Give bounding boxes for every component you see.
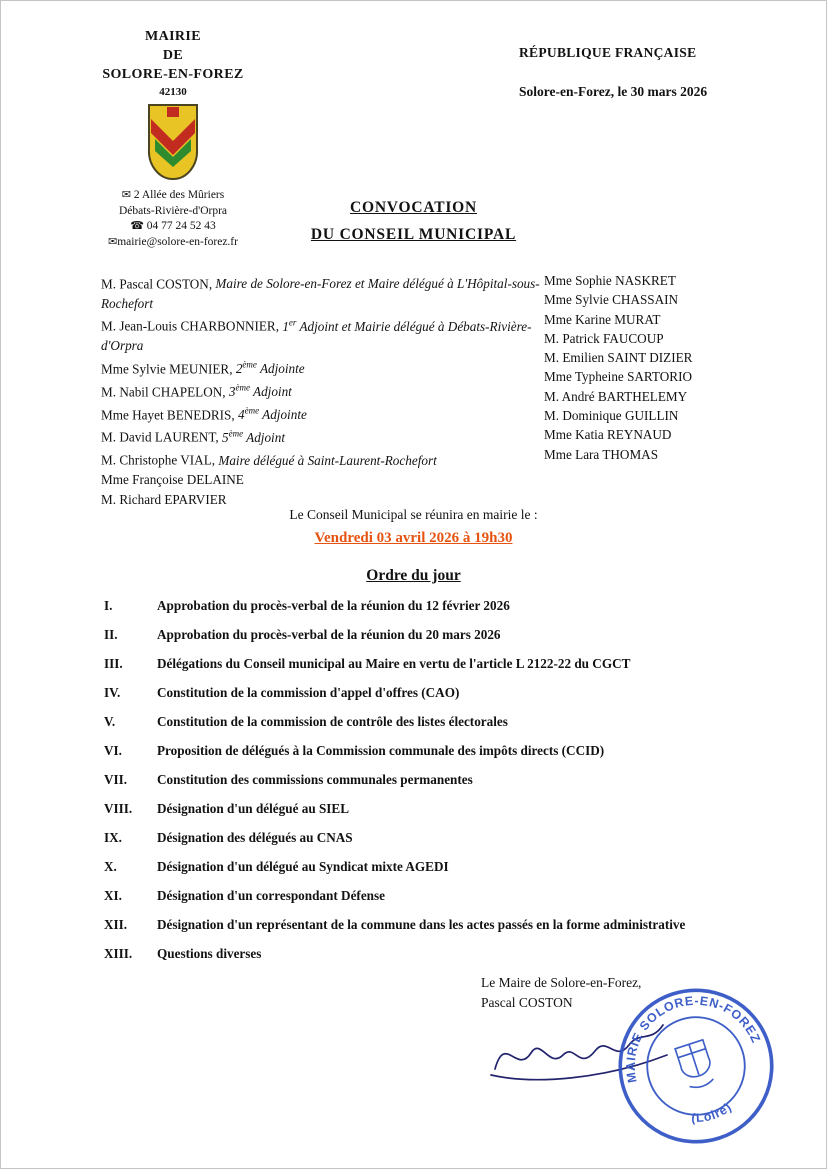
recipient: Mme Lara THOMAS <box>544 446 659 462</box>
agenda-item-number: XII. <box>104 917 128 932</box>
recipient <box>101 379 544 402</box>
agenda-item-number: IX. <box>104 830 122 845</box>
recipient-role <box>222 430 285 445</box>
agenda-item <box>104 800 756 817</box>
agenda-item <box>104 829 756 846</box>
recipient <box>101 271 544 313</box>
agenda-item <box>104 771 756 788</box>
role-text: Adjointe <box>259 406 307 422</box>
agenda-heading: Ordre du jour <box>366 567 461 584</box>
agenda-item-number: I. <box>104 598 113 613</box>
agenda-item-text: Questions diverses <box>157 946 262 961</box>
agenda-item-text: Désignation d'un représentant de la commune dans les actes passés en la forme administrative <box>157 917 686 932</box>
republique-francaise: RÉPUBLIQUE FRANÇAISE <box>519 45 697 60</box>
role-text: Adjoint et Mairie délégué à Débats-Rivière-d'Orpra <box>101 318 532 354</box>
closing-line1: Le Maire de Solore-en-Forez, <box>481 975 642 990</box>
recipient: Mme Typheine SARTORIO <box>544 369 692 385</box>
ordinal-suffix: ème <box>228 428 244 439</box>
agenda-item-text: Constitution de la commission d'appel d'offres (CAO) <box>157 685 460 700</box>
address-text: 2 Allée des Mûriers <box>133 189 225 201</box>
meeting-intro: Le Conseil Municipal se réunira en mairie le : <box>289 507 538 522</box>
closing-line2: Pascal COSTON <box>481 995 573 1010</box>
ordinal: 2 <box>235 361 243 377</box>
agenda-item <box>104 655 756 672</box>
email-text: mairie@solore-en-forez.fr <box>117 235 238 248</box>
agenda-item-number: VIII. <box>104 801 133 816</box>
agenda-item <box>104 887 756 904</box>
recipient: M. Emilien SAINT DIZIER <box>544 350 693 366</box>
recipient-name: M. Christophe VIAL, <box>101 452 216 468</box>
agenda-item-number: IV. <box>104 685 121 700</box>
envelope-icon: ✉ <box>121 189 131 201</box>
recipient <box>101 424 544 447</box>
recipient <box>101 447 544 470</box>
recipient-name: M. Pascal COSTON, <box>101 276 213 292</box>
recipient-role <box>236 361 305 376</box>
stamp-emblem <box>675 1040 717 1091</box>
recipient-name: M. Jean-Louis CHARBONNIER, <box>101 318 280 334</box>
agenda-item <box>104 626 756 643</box>
title-line2: DU CONSEIL MUNICIPAL <box>310 226 517 243</box>
recipient: Mme Sylvie CHASSAIN <box>544 292 679 308</box>
recipient: Mme Karine MURAT <box>544 311 661 327</box>
recipients-left-column <box>101 271 544 509</box>
ordinal-suffix: ème <box>242 359 257 370</box>
agenda-item <box>104 742 756 759</box>
ordinal: 5 <box>222 429 229 445</box>
agenda-item-number: III. <box>104 656 123 671</box>
agenda-item-number: II. <box>104 627 118 642</box>
agenda-item-number: VII. <box>104 772 128 787</box>
recipient-role <box>229 384 292 399</box>
role-text: Adjointe <box>256 361 305 377</box>
recipient: Mme Katia REYNAUD <box>544 427 672 443</box>
agenda-item-text: Désignation d'un correspondant Défense <box>157 888 385 903</box>
recipient-name: M. Richard EPARVIER <box>101 491 227 507</box>
agenda-item-number: X. <box>104 859 117 874</box>
agenda-item <box>104 945 756 962</box>
agenda-item-number: XIII. <box>104 946 133 961</box>
agenda-item-number: XI. <box>104 888 122 903</box>
mairie-name-line2: DE <box>162 48 184 63</box>
stamp-text-top: MAIRIE SOLORE-EN-FOREZ <box>623 993 764 1084</box>
place-date-line: Solore-en-Forez, le 30 mars 2026 <box>519 84 708 99</box>
mairie-name-line3: SOLORE-EN-FOREZ <box>102 67 244 82</box>
agenda-item <box>104 684 756 701</box>
agenda-item-text: Proposition de délégués à la Commission communale des impôts directs (CCID) <box>157 743 605 758</box>
recipient-name: Mme Hayet BENEDRIS, <box>101 406 235 422</box>
role-text: Adjoint <box>249 384 292 400</box>
phone-text: 04 77 24 52 43 <box>146 220 216 232</box>
agenda-list <box>104 597 756 974</box>
recipient <box>101 313 544 355</box>
coat-of-arms <box>147 103 199 181</box>
ordinal-suffix: er <box>288 317 297 328</box>
ordinal-suffix: ème <box>235 382 250 393</box>
recipient-name: M. David LAURENT, <box>101 429 219 445</box>
agenda-item-text: Approbation du procès-verbal de la réunion du 12 février 2026 <box>157 598 510 613</box>
agenda-item-text: Délégations du Conseil municipal au Maire en vertu de l'article L 2122-22 du CGCT <box>157 656 631 671</box>
agenda-item <box>104 713 756 730</box>
agenda-item-text: Approbation du procès-verbal de la réunion du 20 mars 2026 <box>157 627 501 642</box>
ordinal-suffix: ème <box>244 405 260 416</box>
agenda-item-number: VI. <box>104 743 122 758</box>
recipients-section <box>101 271 759 509</box>
agenda-item-text: Constitution de la commission de contrôle des listes électorales <box>157 714 508 729</box>
role-text: Maire délégué à Saint-Laurent-Rochefort <box>218 452 437 468</box>
meeting-datetime: Vendredi 03 avril 2026 à 19h30 <box>314 530 513 546</box>
address-line2: Débats-Rivière-d'Orpra <box>118 204 228 217</box>
stamp-text-bottom: (Loire) <box>691 1099 735 1126</box>
agenda-item-text: Désignation d'un délégué au SIEL <box>157 801 350 816</box>
postal-code: 42130 <box>159 86 187 98</box>
recipient <box>101 402 544 425</box>
agenda-item-text: Désignation d'un délégué au Syndicat mixte AGEDI <box>157 859 449 874</box>
agenda-item-number: V. <box>104 714 116 729</box>
recipient: M. Dominique GUILLIN <box>544 408 679 424</box>
ordinal: 1 <box>282 318 289 334</box>
agenda-item <box>104 916 756 933</box>
recipient-role <box>218 453 436 468</box>
recipient <box>101 470 544 490</box>
ordinal: 4 <box>238 406 245 422</box>
recipient: Mme Sophie NASKRET <box>544 273 676 288</box>
document-title <box>1 199 826 244</box>
email-icon: ✉ <box>108 235 118 248</box>
agenda-item <box>104 858 756 875</box>
mairie-name-line1: MAIRIE <box>144 29 202 44</box>
phone-icon: ☎ <box>130 220 144 232</box>
recipients-right-column <box>544 271 759 509</box>
recipient: M. André BARTHELEMY <box>544 388 688 404</box>
ordinal: 3 <box>228 384 236 400</box>
recipient-name: Mme Sylvie MEUNIER, <box>101 361 233 377</box>
title-line1: CONVOCATION <box>349 199 478 216</box>
role-text: Adjoint <box>243 429 285 445</box>
agenda-item <box>104 597 756 614</box>
recipient-name: M. Nabil CHAPELON, <box>101 384 226 400</box>
header-right <box>519 45 789 100</box>
recipient: M. Patrick FAUCOUP <box>544 330 664 346</box>
meeting-notice <box>1 507 826 547</box>
agenda-item-text: Désignation des délégués au CNAS <box>157 830 353 845</box>
recipient-role <box>238 407 307 422</box>
recipient-name: Mme Françoise DELAINE <box>101 472 244 488</box>
recipient <box>101 356 544 379</box>
agenda-item-text: Constitution des commissions communales permanentes <box>157 772 473 787</box>
role-text: Maire de Solore-en-Forez et Maire délégué à L'Hôpital-sous-Rochefort <box>101 276 540 311</box>
